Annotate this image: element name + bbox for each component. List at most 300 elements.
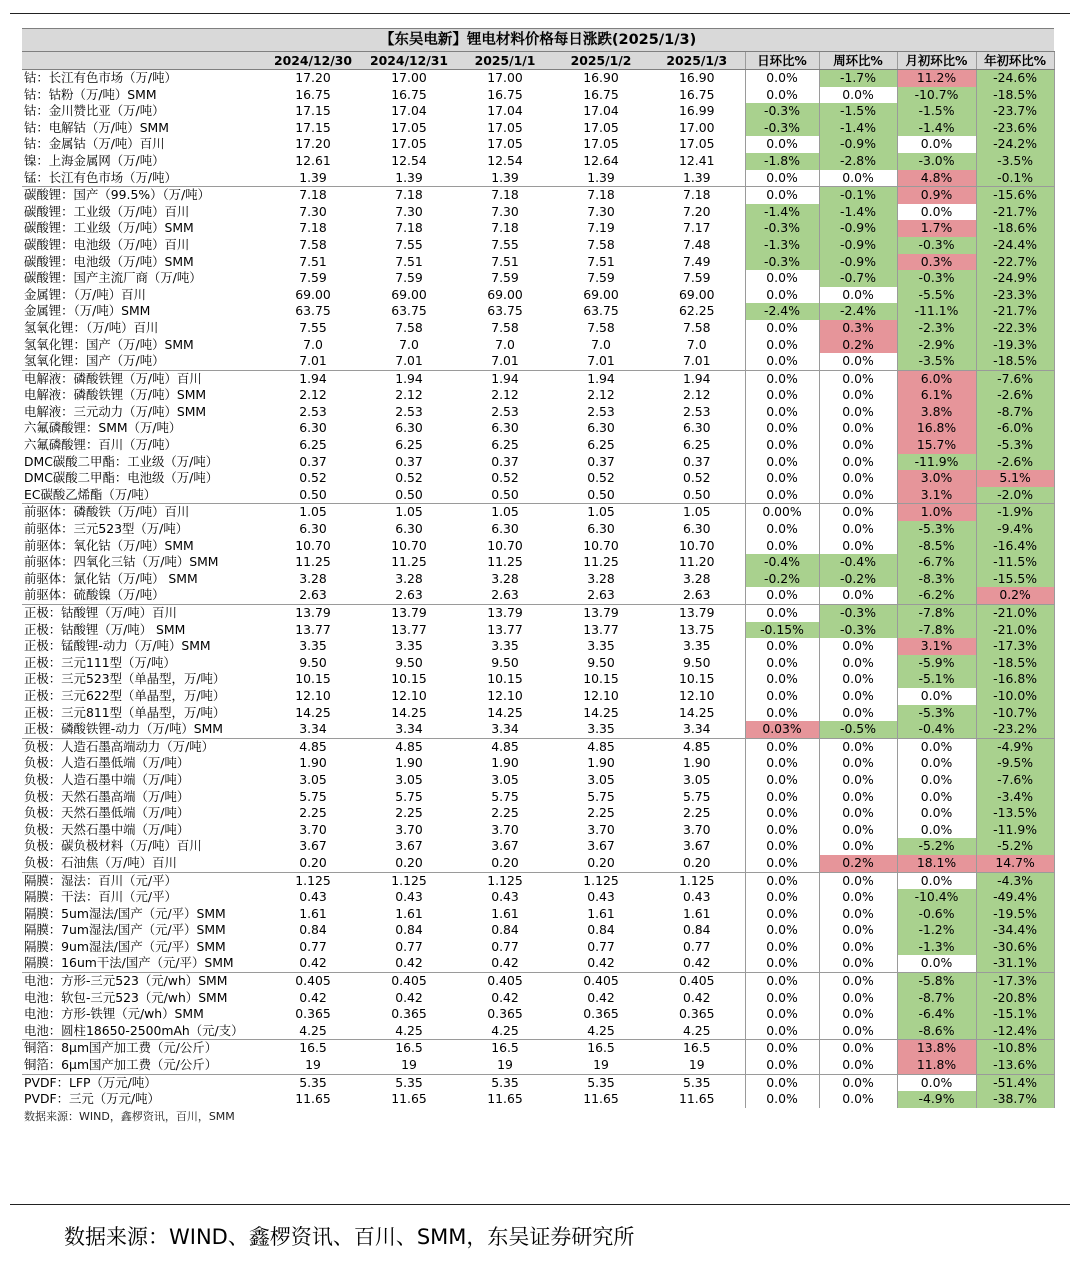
year-start-change-cell: -24.4% [976, 237, 1054, 254]
price-cell: 10.15 [295, 671, 331, 687]
price-cell: 11.65 [295, 1091, 331, 1107]
year-start-change-cell: 0.2% [976, 587, 1054, 604]
year-start-change-cell: -30.6% [976, 939, 1054, 956]
year-start-change-cell: -15.6% [976, 187, 1054, 204]
price-cell: 7.51 [299, 253, 327, 269]
row-label: 钴：长江有色市场（万/吨） [24, 70, 177, 85]
price-cell: 1.90 [491, 755, 519, 771]
price-cell: 6.30 [299, 521, 327, 537]
table-row [22, 454, 1054, 471]
price-cell: 17.04 [583, 103, 619, 119]
daily-change-cell: 0.0% [745, 470, 819, 487]
month-start-change-cell: -5.2% [897, 838, 976, 855]
year-start-change-cell: -4.3% [976, 872, 1054, 889]
price-cell: 2.25 [395, 805, 423, 821]
price-cell: 7.30 [299, 203, 327, 219]
row-label: 碳酸锂：电池级（万/吨）SMM [24, 253, 194, 269]
price-cell: 0.52 [682, 470, 711, 486]
year-start-change-cell: -23.3% [976, 287, 1054, 304]
month-start-change-cell: 0.3% [897, 254, 976, 271]
weekly-change-cell: -0.1% [819, 187, 897, 204]
price-cell: 6.30 [491, 521, 519, 537]
month-start-change-cell: -5.8% [897, 973, 976, 990]
month-start-change-cell: 0.0% [897, 204, 976, 221]
price-cell: 2.53 [491, 403, 519, 419]
table-title: 【东吴电新】锂电材料价格每日涨跌(2025/1/3) [22, 29, 1054, 52]
year-start-change-cell: -5.3% [976, 437, 1054, 454]
weekly-change-cell: 0.0% [819, 671, 897, 688]
price-cell: 3.28 [299, 570, 327, 586]
daily-change-cell: -1.8% [745, 153, 819, 170]
price-cell: 1.94 [553, 370, 649, 387]
price-cell: 0.20 [491, 854, 519, 870]
row-label: 负极：人造石墨低端（万/吨） [24, 755, 190, 771]
price-cell: 3.35 [491, 638, 519, 654]
weekly-change-cell: 0.0% [819, 922, 897, 939]
price-cell: 3.35 [299, 638, 327, 654]
price-cell: 4.85 [361, 738, 457, 755]
row-label: 前驱体：磷酸铁（万/吨）百川 [22, 504, 265, 521]
daily-change-cell: 0.0% [745, 487, 819, 504]
row-label: 负极：天然石墨高端（万/吨） [24, 788, 190, 804]
daily-change-cell: 0.03% [745, 721, 819, 738]
daily-change-cell: -0.3% [745, 254, 819, 271]
month-start-change-cell: 3.1% [897, 638, 976, 655]
price-cell: 1.125 [361, 872, 457, 889]
daily-change-cell: 0.0% [745, 1074, 819, 1091]
daily-change-cell: 0.0% [745, 973, 819, 990]
table-row [22, 420, 1054, 437]
year-start-change-cell: -20.8% [976, 990, 1054, 1007]
price-cell: 6.30 [682, 420, 711, 436]
price-cell: 7.0 [591, 336, 611, 352]
price-cell: 2.53 [395, 403, 423, 419]
price-cell: 17.00 [679, 119, 715, 135]
price-cell: 5.75 [491, 788, 519, 804]
weekly-change-cell: -2.4% [819, 303, 897, 320]
price-cell: 3.35 [682, 638, 711, 654]
table-row [22, 70, 1054, 87]
weekly-change-cell: 0.0% [819, 470, 897, 487]
price-cell: 14.25 [583, 704, 619, 720]
price-cell: 0.50 [587, 486, 615, 502]
daily-change-cell: 0.0% [745, 270, 819, 287]
price-cell: 0.77 [491, 938, 519, 954]
month-start-change-cell: 3.0% [897, 470, 976, 487]
weekly-change-cell: 0.0% [819, 370, 897, 387]
month-start-change-cell: -0.3% [897, 270, 976, 287]
year-start-change-cell: -17.3% [976, 973, 1054, 990]
price-cell: 12.10 [295, 687, 331, 703]
header-date-3: 2025/1/1 [457, 52, 553, 70]
price-cell: 17.05 [679, 136, 715, 152]
price-cell: 0.365 [391, 1006, 427, 1022]
year-start-change-cell: -3.4% [976, 789, 1054, 806]
daily-change-cell: 0.00% [745, 504, 819, 521]
table-row [22, 990, 1054, 1007]
price-cell: 19 [593, 1057, 609, 1073]
price-cell: 1.05 [553, 504, 649, 521]
price-cell: 17.15 [295, 103, 331, 119]
year-start-change-cell: -16.8% [976, 671, 1054, 688]
daily-change-cell: 0.0% [745, 738, 819, 755]
price-cell: 11.25 [295, 554, 331, 570]
table-row [22, 153, 1054, 170]
price-cell: 0.42 [491, 955, 519, 971]
year-start-change-cell: -23.6% [976, 120, 1054, 137]
month-start-change-cell: 18.1% [897, 855, 976, 872]
year-start-change-cell: -7.6% [976, 370, 1054, 387]
price-cell: 19 [305, 1057, 321, 1073]
year-start-change-cell: -16.4% [976, 538, 1054, 555]
price-cell: 7.17 [682, 220, 711, 236]
row-label: 碳酸锂：工业级（万/吨）SMM [24, 220, 194, 236]
price-cell: 3.35 [587, 721, 615, 737]
price-cell: 0.50 [395, 486, 423, 502]
table-row [22, 387, 1054, 404]
weekly-change-cell: 0.0% [819, 990, 897, 1007]
price-cell: 7.58 [395, 319, 423, 335]
header-year-start-change: 年初环比% [976, 52, 1054, 70]
row-label: 前驱体：氧化钴（万/吨）SMM [24, 537, 194, 553]
year-start-change-cell: -34.4% [976, 922, 1054, 939]
table-row [22, 353, 1054, 370]
table-row [22, 237, 1054, 254]
table-row [22, 789, 1054, 806]
price-cell: 16.90 [583, 70, 619, 85]
month-start-change-cell: 11.8% [897, 1057, 976, 1074]
table-row [22, 973, 1054, 990]
price-cell: 7.58 [491, 319, 519, 335]
price-cell: 11.65 [391, 1091, 427, 1107]
daily-change-cell: 0.0% [745, 922, 819, 939]
month-start-change-cell: 15.7% [897, 437, 976, 454]
month-start-change-cell: 0.0% [897, 136, 976, 153]
price-cell: 69.00 [583, 286, 619, 302]
table-row [22, 136, 1054, 153]
price-cell: 0.84 [491, 922, 519, 938]
year-start-change-cell: -6.0% [976, 420, 1054, 437]
daily-change-cell: 0.0% [745, 187, 819, 204]
price-cell: 0.37 [491, 453, 519, 469]
weekly-change-cell: 0.0% [819, 1091, 897, 1108]
row-label: 电池：圆柱18650-2500mAh（元/支） [24, 1022, 244, 1038]
price-cell: 1.61 [491, 905, 519, 921]
daily-change-cell: 0.0% [745, 370, 819, 387]
price-cell: 0.365 [487, 1006, 523, 1022]
price-cell: 0.84 [395, 922, 423, 938]
price-cell: 17.05 [583, 136, 619, 152]
month-start-change-cell: -5.3% [897, 705, 976, 722]
weekly-change-cell: 0.0% [819, 822, 897, 839]
price-cell: 1.05 [265, 504, 361, 521]
price-cell: 14.25 [487, 704, 523, 720]
price-cell: 6.25 [682, 437, 711, 453]
table-row [22, 270, 1054, 287]
daily-change-cell: 0.0% [745, 755, 819, 772]
price-cell: 10.15 [583, 671, 619, 687]
weekly-change-cell: 0.0% [819, 955, 897, 972]
year-start-change-cell: -9.4% [976, 521, 1054, 538]
weekly-change-cell: -1.4% [819, 204, 897, 221]
table-row [22, 487, 1054, 504]
price-cell: 3.05 [299, 771, 327, 787]
price-cell: 7.58 [299, 236, 327, 252]
price-cell: 5.35 [649, 1074, 745, 1091]
table-row [22, 922, 1054, 939]
daily-change-cell: 0.0% [745, 1091, 819, 1108]
price-cell: 16.5 [649, 1040, 745, 1057]
price-cell: 7.30 [491, 203, 519, 219]
row-label: PVDF：三元（万元/吨） [24, 1091, 160, 1107]
year-start-change-cell: -3.5% [976, 153, 1054, 170]
row-label: 负极：人造石墨高端动力（万/吨） [22, 738, 265, 755]
price-cell: 14.25 [679, 704, 715, 720]
table-row [22, 805, 1054, 822]
price-cell: 1.39 [587, 169, 615, 185]
price-cell: 7.55 [491, 236, 519, 252]
price-cell: 3.67 [682, 838, 711, 854]
price-cell: 1.90 [587, 755, 615, 771]
weekly-change-cell: -0.4% [819, 554, 897, 571]
price-cell: 7.58 [587, 236, 615, 252]
weekly-change-cell: 0.0% [819, 688, 897, 705]
price-cell: 6.30 [395, 420, 423, 436]
price-cell: 13.79 [361, 605, 457, 622]
year-start-change-cell: -49.4% [976, 889, 1054, 906]
price-cell: 11.25 [583, 554, 619, 570]
price-cell: 16.75 [583, 86, 619, 102]
month-start-change-cell: -5.9% [897, 655, 976, 672]
price-cell: 1.90 [299, 755, 327, 771]
row-label: 钴：电解钴（万/吨）SMM [24, 119, 169, 135]
daily-change-cell: 0.0% [745, 538, 819, 555]
price-cell: 1.125 [649, 872, 745, 889]
month-start-change-cell: 3.1% [897, 487, 976, 504]
price-cell: 16.90 [679, 70, 715, 85]
price-cell: 1.61 [587, 905, 615, 921]
month-start-change-cell: 0.0% [897, 1074, 976, 1091]
price-cell: 14.25 [391, 704, 427, 720]
price-cell: 2.12 [491, 387, 519, 403]
price-cell: 17.05 [487, 119, 523, 135]
year-start-change-cell: -0.1% [976, 170, 1054, 187]
price-cell: 0.84 [587, 922, 615, 938]
month-start-change-cell: -5.1% [897, 671, 976, 688]
year-start-change-cell: -12.4% [976, 1023, 1054, 1040]
price-cell: 16.75 [679, 86, 715, 102]
price-cell: 9.50 [395, 654, 423, 670]
header-weekly-change: 周环比% [819, 52, 897, 70]
month-start-change-cell: 4.8% [897, 170, 976, 187]
header-date-1: 2024/12/30 [265, 52, 361, 70]
price-cell: 10.70 [679, 537, 715, 553]
weekly-change-cell: 0.0% [819, 1040, 897, 1057]
row-label: DMC碳酸二甲酯：电池级（万/吨） [24, 470, 219, 486]
price-cell: 7.01 [491, 353, 519, 369]
price-cell: 0.52 [491, 470, 519, 486]
daily-change-cell: 0.0% [745, 772, 819, 789]
weekly-change-cell: -0.9% [819, 237, 897, 254]
price-cell: 1.94 [361, 370, 457, 387]
table-row [22, 1023, 1054, 1040]
price-cell: 19 [401, 1057, 417, 1073]
year-start-change-cell: -24.6% [976, 70, 1054, 87]
weekly-change-cell: 0.0% [819, 404, 897, 421]
weekly-change-cell: 0.0% [819, 454, 897, 471]
price-cell: 0.405 [457, 973, 553, 990]
daily-change-cell: 0.0% [745, 638, 819, 655]
row-label: 负极：碳负极材料（万/吨）百川 [24, 838, 202, 854]
price-cell: 3.70 [587, 821, 615, 837]
year-start-change-cell: -23.7% [976, 103, 1054, 120]
daily-change-cell: 0.0% [745, 1040, 819, 1057]
daily-change-cell: -0.3% [745, 103, 819, 120]
price-cell: 1.61 [682, 905, 711, 921]
month-start-change-cell: -6.7% [897, 554, 976, 571]
daily-change-cell: 0.0% [745, 587, 819, 604]
price-cell: 12.41 [679, 152, 715, 168]
price-cell: 2.63 [299, 587, 327, 603]
price-cell: 0.77 [587, 938, 615, 954]
daily-change-cell: 0.0% [745, 454, 819, 471]
table-row [22, 320, 1054, 337]
month-start-change-cell: -8.3% [897, 571, 976, 588]
price-cell: 12.10 [583, 687, 619, 703]
price-cell: 13.79 [553, 605, 649, 622]
price-cell: 6.30 [587, 521, 615, 537]
price-cell: 3.70 [682, 821, 711, 837]
month-start-change-cell: 0.0% [897, 688, 976, 705]
weekly-change-cell: 0.0% [819, 1023, 897, 1040]
price-cell: 0.42 [682, 989, 711, 1005]
price-cell: 0.37 [299, 453, 327, 469]
daily-change-cell: -0.2% [745, 571, 819, 588]
price-cell: 0.77 [395, 938, 423, 954]
table-row [22, 738, 1054, 755]
year-start-change-cell: 14.7% [976, 855, 1054, 872]
row-label: 前驱体：四氧化三钴（万/吨）SMM [24, 554, 219, 570]
daily-change-cell: 0.0% [745, 1023, 819, 1040]
daily-change-cell: -2.4% [745, 303, 819, 320]
row-label: 隔膜：16um干法/国产（元/平）SMM [24, 955, 234, 971]
year-start-change-cell: -24.9% [976, 270, 1054, 287]
month-start-change-cell: 1.0% [897, 504, 976, 521]
price-cell: 12.64 [583, 152, 619, 168]
month-start-change-cell: 6.1% [897, 387, 976, 404]
row-label: 六氟磷酸锂：百川（万/吨） [24, 437, 177, 453]
row-label: 碳酸锂：电池级（万/吨）百川 [24, 236, 190, 252]
daily-change-cell: -1.3% [745, 237, 819, 254]
price-cell: 3.67 [491, 838, 519, 854]
price-cell: 2.25 [299, 805, 327, 821]
daily-change-cell: -0.4% [745, 554, 819, 571]
price-cell: 0.37 [395, 453, 423, 469]
price-cell: 2.12 [395, 387, 423, 403]
price-cell: 7.18 [649, 187, 745, 204]
price-cell: 3.28 [682, 570, 711, 586]
price-cell: 13.79 [649, 605, 745, 622]
price-cell: 69.00 [295, 286, 331, 302]
price-cell: 6.25 [587, 437, 615, 453]
price-cell: 10.15 [391, 671, 427, 687]
month-start-change-cell: 0.0% [897, 822, 976, 839]
price-cell: 3.28 [491, 570, 519, 586]
price-cell: 0.42 [491, 989, 519, 1005]
row-label: 六氟磷酸锂：SMM（万/吨） [24, 420, 182, 436]
price-cell: 4.85 [457, 738, 553, 755]
header-date-5: 2025/1/3 [649, 52, 745, 70]
year-start-change-cell: -19.3% [976, 337, 1054, 354]
price-cell: 7.18 [395, 220, 423, 236]
price-cell: 10.70 [295, 537, 331, 553]
price-cell: 2.63 [587, 587, 615, 603]
table-row [22, 772, 1054, 789]
weekly-change-cell: -0.3% [819, 622, 897, 639]
row-label: 正极：钴酸锂（万/吨） SMM [24, 621, 186, 637]
price-cell: 0.42 [299, 989, 327, 1005]
price-cell: 13.77 [391, 621, 427, 637]
price-cell: 7.01 [395, 353, 423, 369]
weekly-change-cell: 0.0% [819, 755, 897, 772]
price-cell: 4.25 [395, 1022, 423, 1038]
year-start-change-cell: -21.7% [976, 303, 1054, 320]
weekly-change-cell: 0.0% [819, 789, 897, 806]
row-label: 钴：金川赞比亚（万/吨） [24, 103, 165, 119]
price-cell: 1.39 [299, 169, 327, 185]
year-start-change-cell: -2.6% [976, 454, 1054, 471]
year-start-change-cell: -51.4% [976, 1074, 1054, 1091]
price-cell: 7.55 [395, 236, 423, 252]
price-cell: 2.63 [682, 587, 711, 603]
year-start-change-cell: -18.5% [976, 353, 1054, 370]
row-label: 前驱体：三元523型（万/吨） [24, 521, 189, 537]
year-start-change-cell: -5.2% [976, 838, 1054, 855]
price-cell: 2.63 [491, 587, 519, 603]
price-cell: 0.365 [679, 1006, 715, 1022]
row-label: 电池：方形-铁锂（元/wh）SMM [24, 1006, 204, 1022]
price-cell: 16.5 [553, 1040, 649, 1057]
table-row [22, 504, 1054, 521]
price-cell: 0.43 [299, 889, 327, 905]
table-row [22, 287, 1054, 304]
header-blank [22, 52, 265, 70]
month-start-change-cell: -8.5% [897, 538, 976, 555]
header-date-2: 2024/12/31 [361, 52, 457, 70]
price-cell: 11.65 [487, 1091, 523, 1107]
figure-source-caption: 数据来源：WIND、鑫椤资讯、百川、SMM，东吴证券研究所 [64, 1225, 635, 1249]
weekly-change-cell: -0.7% [819, 270, 897, 287]
month-start-change-cell: -6.2% [897, 587, 976, 604]
row-label: 铜箔：8μm国产加工费（元/公斤） [22, 1040, 265, 1057]
price-cell: 7.18 [457, 187, 553, 204]
price-cell: 0.405 [553, 973, 649, 990]
price-cell: 13.75 [679, 621, 715, 637]
price-cell: 12.54 [487, 152, 523, 168]
daily-change-cell: 0.0% [745, 889, 819, 906]
price-cell: 63.75 [487, 303, 523, 319]
year-start-change-cell: -7.6% [976, 772, 1054, 789]
month-start-change-cell: -10.7% [897, 87, 976, 104]
table-row [22, 855, 1054, 872]
table-row [22, 404, 1054, 421]
price-cell: 3.05 [587, 771, 615, 787]
month-start-change-cell: 0.0% [897, 955, 976, 972]
year-start-change-cell: -17.3% [976, 638, 1054, 655]
price-cell: 4.25 [299, 1022, 327, 1038]
price-cell: 11.25 [487, 554, 523, 570]
price-cell: 6.25 [299, 437, 327, 453]
